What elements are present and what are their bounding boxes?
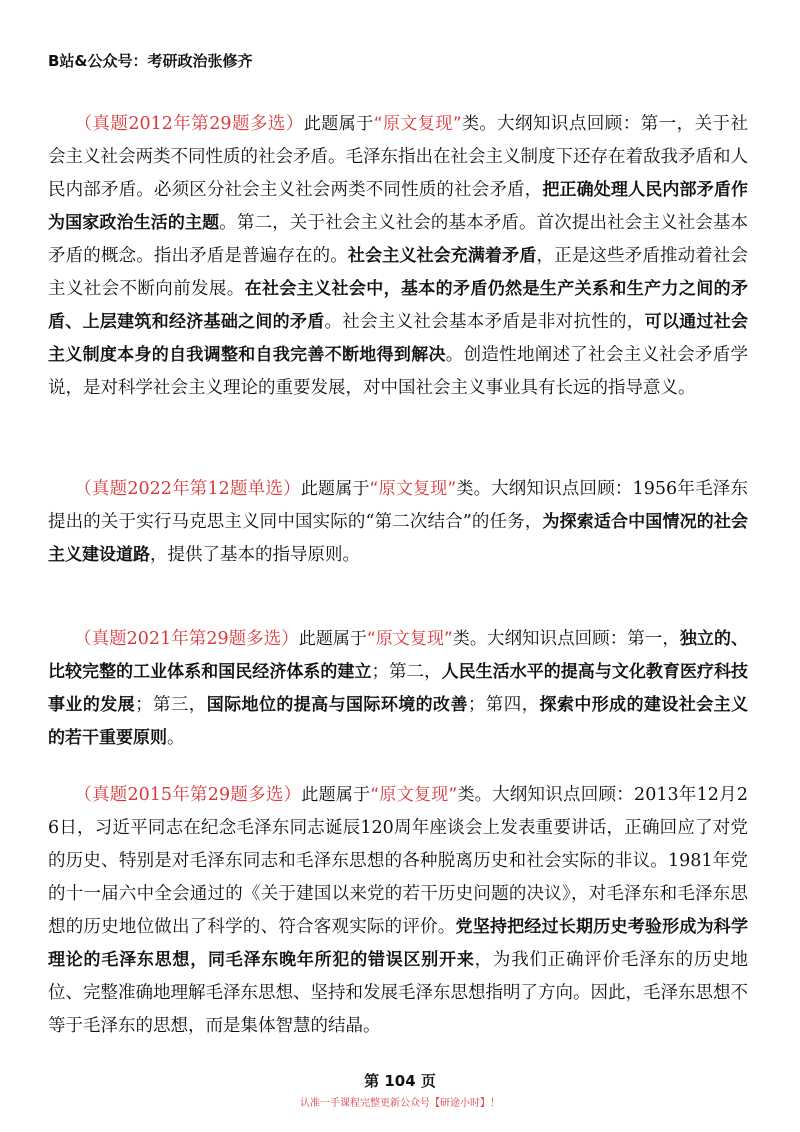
question-source-tag: （真题2022年第12题单选） [74, 479, 301, 499]
key-point-text: 国际地位的提高与国际环境的改善 [206, 695, 468, 715]
body-text: 。创造性地阐述了社会主义社会矛盾学说，是对科学社会主义理论的重要发展，对中国社会主义事业具有长远的指导意义。 [48, 345, 748, 398]
key-point-text: 为探索适合中国情况的社会主义建设道路 [48, 512, 748, 565]
key-point-text: 人民生活水平的提高与文化教育医疗科技事业的发展 [48, 662, 749, 715]
page-number: 第 104 页 [364, 1072, 436, 1090]
body-text: 。 [167, 728, 185, 748]
source-header: B站&公众号：考研政治张修齐 [48, 52, 253, 70]
question-paragraph [48, 623, 748, 755]
key-point-text: 在社会主义社会中，基本的矛盾仍然是生产关系和生产力之间的矛盾、上层建筑和经济基础之间的矛盾 [48, 279, 749, 332]
intro-text: 此题属于 [303, 114, 374, 134]
intro-text: 类。 [452, 629, 487, 649]
body-text: ；第二， [371, 662, 442, 682]
intro-text: 此题属于 [300, 479, 370, 499]
question-source-tag: （真题2012年第29题多选） [74, 114, 304, 134]
question-source-tag: （真题2015年第29题多选） [74, 785, 302, 805]
question-paragraph [48, 779, 748, 1043]
body-text: ，为我们正确评价毛泽东的历史地位、完整准确地理解毛泽东思想、坚持和发展毛泽东思想指明了方向。因此，毛泽东思想不等于毛泽东的思想，而是集体智慧的结晶。 [48, 950, 749, 1036]
body-text: 大纲知识点回顾：第一，关于社会主义社会两类不同性质的社会矛盾。毛泽东指出在社会主义制度下还存在着敌我矛盾和人民内部矛盾。必须区分社会主义社会两类不同性质的社会矛盾， [48, 114, 749, 200]
footer-note: 认准一手课程完整更新公众号【研途小时】！ [300, 1098, 500, 1109]
body-text: ，正是这些矛盾推动着社会主义社会不断向前发展。 [48, 246, 749, 299]
key-point-text: 社会主义社会充满着矛盾 [347, 246, 537, 266]
body-text: 。第二，关于社会主义社会的基本矛盾。首次提出社会主义社会基本矛盾的概念。指出矛盾是普遍存在的。 [48, 213, 749, 266]
intro-text: 此题属于 [301, 785, 371, 805]
key-point-text: 把正确处理人民内部矛盾作为国家政治生活的主题 [48, 180, 749, 233]
body-text: ；第四， [467, 695, 540, 715]
body-text: 大纲知识点回顾：第一， [486, 629, 680, 649]
category-label: “原文复现” [366, 629, 453, 649]
category-label: “原文复现” [369, 479, 457, 499]
body-text: 大纲知识点回顾：1956年毛泽东提出的关于实行马克思主义同中国实际的“第二次结合”的任务， [48, 479, 749, 532]
key-point-text: 独立的、比较完整的工业体系和国民经济体系的建立 [48, 629, 748, 682]
key-point-text: 可以通过社会主义制度本身的自我调整和自我完善不断地得到解决 [48, 312, 749, 365]
body-text: 大纲知识点回顾：2013年12月26日，习近平同志在纪念毛泽东同志诞辰120周年座谈会上发表重要讲话，正确回应了对党的历史、特别是对毛泽东同志和毛泽东思想的各种脱离历史和社会实际的非议。1981年党的十一届六中全会通过的《关于建国以来党的若干历史问题的决议》，对毛泽东和毛泽东思想的历史地位做出了科学的、符合客观实际的评价。 [48, 785, 749, 937]
key-point-text: 探索中形成的建设社会主义的若干重要原则 [48, 695, 749, 748]
body-text: 。社会主义社会基本矛盾是非对抗性的， [324, 312, 645, 332]
question-source-tag: （真题2021年第29题多选） [74, 629, 299, 649]
key-point-text: 党坚持把经过长期历史考验形成为科学理论的毛泽东思想，同毛泽东晚年所犯的错误区别开来 [48, 917, 749, 970]
intro-text: 类。 [456, 479, 491, 499]
question-paragraph [48, 473, 748, 572]
intro-text: 类。 [461, 114, 498, 134]
body-text: ，提供了基本的指导原则。 [150, 545, 360, 565]
question-paragraph [48, 108, 748, 405]
body-text: ；第三， [135, 695, 207, 715]
category-label: “原文复现” [373, 114, 462, 134]
intro-text: 类。 [457, 785, 493, 805]
intro-text: 此题属于 [298, 629, 367, 649]
category-label: “原文复现” [370, 785, 458, 805]
